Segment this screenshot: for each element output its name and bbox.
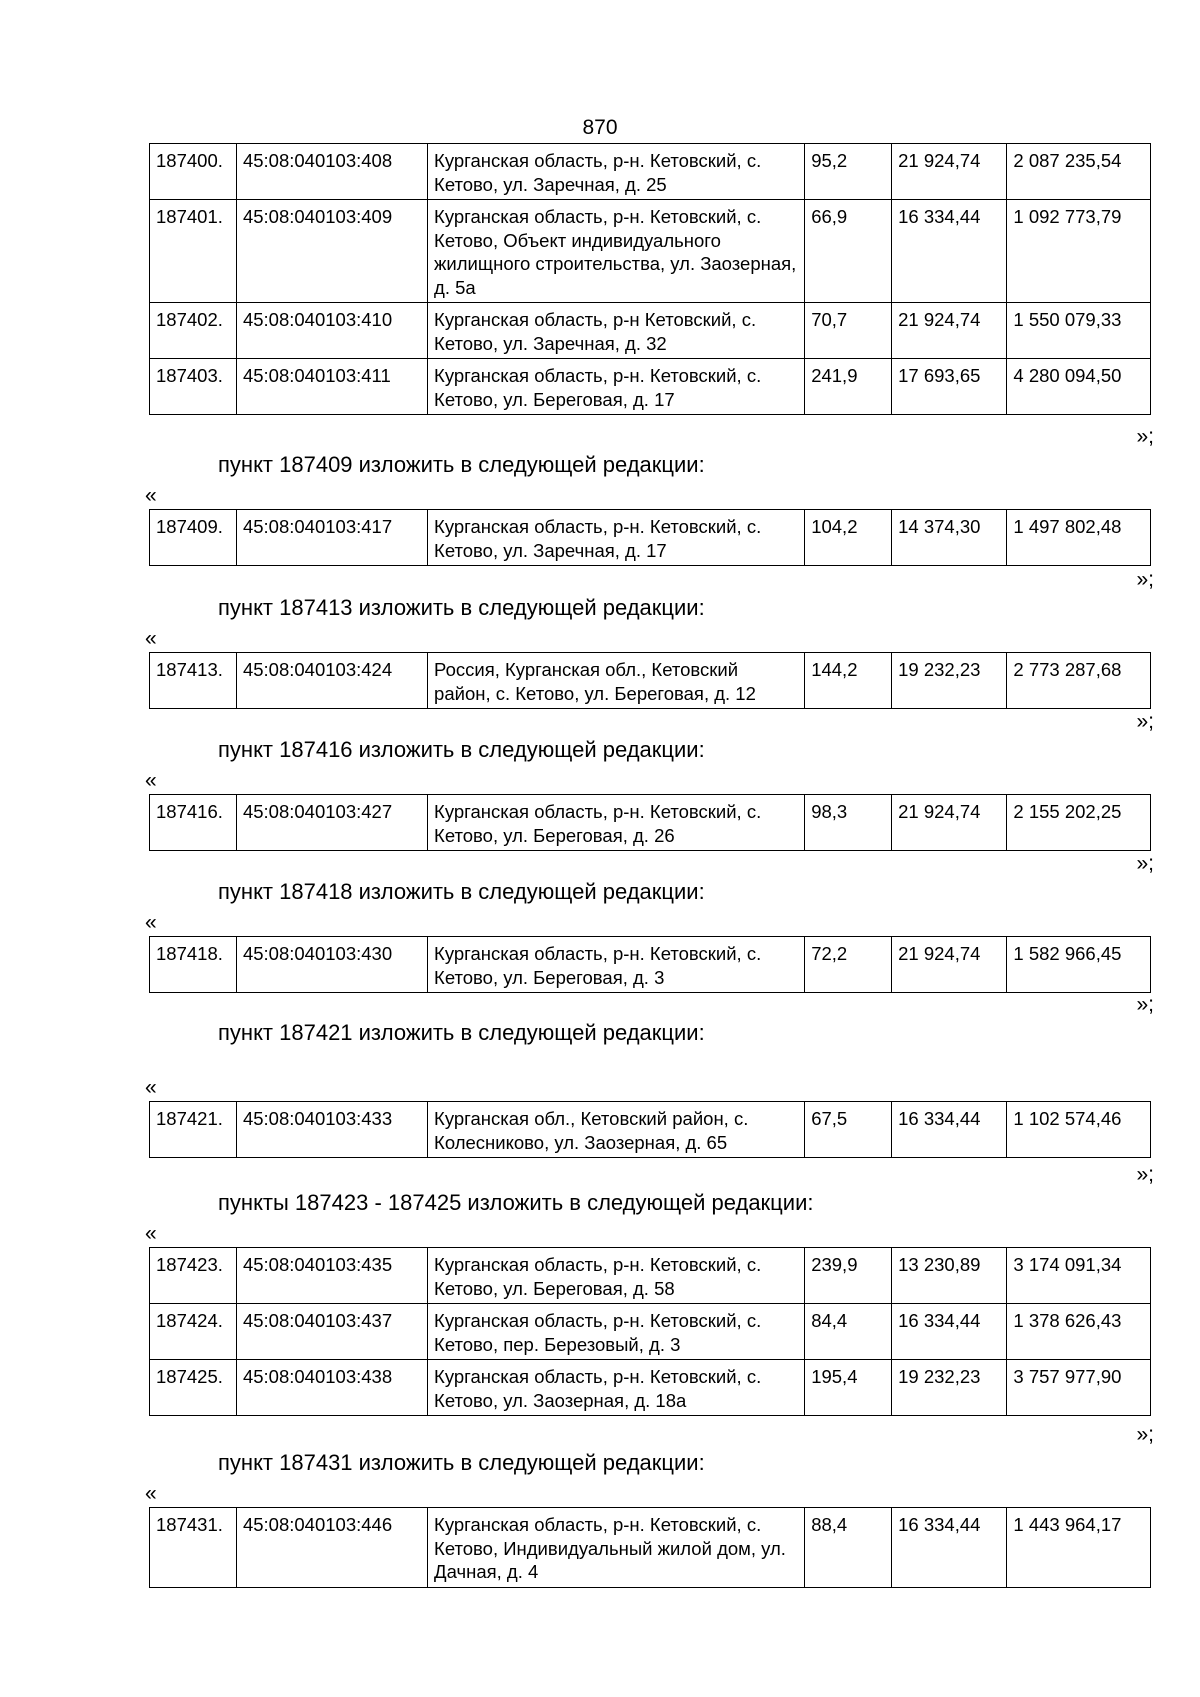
closing-quote: »;: [1136, 852, 1154, 875]
register-table: [149, 1247, 1151, 1416]
rate-cell: 21 924,74: [892, 937, 1007, 993]
address-cell: Курганская область, р-н. Кетовский, с. Кетово, Объект индивидуального жилищного строительства, ул. Заозерная, д. 5а: [428, 200, 805, 303]
opening-quote: «: [145, 1076, 157, 1099]
opening-quote: «: [145, 627, 157, 650]
item-number-cell: 187400.: [150, 144, 237, 200]
register-table: [149, 652, 1151, 709]
cadastral-number-cell: 45:08:040103:424: [236, 653, 427, 709]
address-cell: Курганская область, р-н. Кетовский, с. Кетово, пер. Березовый, д. 3: [428, 1304, 805, 1360]
amendment-instruction: пункт 187409 изложить в следующей редакции:: [218, 452, 705, 477]
rate-cell: 21 924,74: [892, 795, 1007, 851]
area-cell: 144,2: [805, 653, 892, 709]
amendment-instruction: пункт 187431 изложить в следующей редакции:: [218, 1450, 705, 1475]
address-cell: Курганская область, р-н. Кетовский, с. Кетово, ул. Береговая, д. 58: [428, 1248, 805, 1304]
cadastral-number-cell: 45:08:040103:408: [236, 144, 427, 200]
value-cell: 1 443 964,17: [1007, 1508, 1151, 1588]
opening-quote: «: [145, 1482, 157, 1505]
table-row: [150, 1304, 1151, 1360]
address-cell: Курганская область, р-н. Кетовский, с. Кетово, ул. Заозерная, д. 18а: [428, 1360, 805, 1416]
address-cell: Курганская область, р-н. Кетовский, с. Кетово, ул. Заречная, д. 25: [428, 144, 805, 200]
table-row: [150, 937, 1151, 993]
rate-cell: 19 232,23: [892, 1360, 1007, 1416]
table-row: [150, 510, 1151, 566]
rate-cell: 16 334,44: [892, 1102, 1007, 1158]
value-cell: 1 582 966,45: [1007, 937, 1151, 993]
item-number-cell: 187413.: [150, 653, 237, 709]
item-number-cell: 187409.: [150, 510, 237, 566]
address-cell: Курганская область, р-н. Кетовский, с. Кетово, ул. Береговая, д. 17: [428, 359, 805, 415]
rate-cell: 16 334,44: [892, 1508, 1007, 1588]
item-number-cell: 187421.: [150, 1102, 237, 1158]
value-cell: 1 102 574,46: [1007, 1102, 1151, 1158]
address-cell: Курганская область, р-н. Кетовский, с. Кетово, Индивидуальный жилой дом, ул. Дачная, д. 4: [428, 1508, 805, 1588]
amendment-instruction: пункт 187421 изложить в следующей редакции:: [218, 1020, 705, 1045]
value-cell: 1 092 773,79: [1007, 200, 1151, 303]
item-number-cell: 187424.: [150, 1304, 237, 1360]
opening-quote: «: [145, 911, 157, 934]
value-cell: 1 550 079,33: [1007, 303, 1151, 359]
rate-cell: 17 693,65: [892, 359, 1007, 415]
item-number-cell: 187416.: [150, 795, 237, 851]
cadastral-number-cell: 45:08:040103:435: [236, 1248, 427, 1304]
table-row: [150, 795, 1151, 851]
cadastral-number-cell: 45:08:040103:427: [236, 795, 427, 851]
register-table: [149, 143, 1151, 415]
address-cell: Курганская область, р-н. Кетовский, с. Кетово, ул. Береговая, д. 26: [428, 795, 805, 851]
opening-quote: «: [145, 484, 157, 507]
area-cell: 70,7: [805, 303, 892, 359]
cadastral-number-cell: 45:08:040103:437: [236, 1304, 427, 1360]
area-cell: 72,2: [805, 937, 892, 993]
rate-cell: 16 334,44: [892, 1304, 1007, 1360]
value-cell: 2 155 202,25: [1007, 795, 1151, 851]
address-cell: Россия, Курганская обл., Кетовский район, с. Кетово, ул. Береговая, д. 12: [428, 653, 805, 709]
amendment-instruction: пункт 187418 изложить в следующей редакции:: [218, 879, 705, 904]
area-cell: 88,4: [805, 1508, 892, 1588]
item-number-cell: 187403.: [150, 359, 237, 415]
item-number-cell: 187418.: [150, 937, 237, 993]
rate-cell: 13 230,89: [892, 1248, 1007, 1304]
area-cell: 104,2: [805, 510, 892, 566]
value-cell: 1 378 626,43: [1007, 1304, 1151, 1360]
cadastral-number-cell: 45:08:040103:411: [236, 359, 427, 415]
address-cell: Курганская область, р-н. Кетовский, с. Кетово, ул. Заречная, д. 17: [428, 510, 805, 566]
table-row: [150, 653, 1151, 709]
closing-quote: »;: [1136, 425, 1154, 448]
table-row: [150, 144, 1151, 200]
table-row: [150, 359, 1151, 415]
address-cell: Курганская обл., Кетовский район, с. Колесниково, ул. Заозерная, д. 65: [428, 1102, 805, 1158]
closing-quote: »;: [1136, 710, 1154, 733]
area-cell: 66,9: [805, 200, 892, 303]
table-row: [150, 303, 1151, 359]
area-cell: 84,4: [805, 1304, 892, 1360]
cadastral-number-cell: 45:08:040103:409: [236, 200, 427, 303]
register-table: [149, 936, 1151, 993]
value-cell: 3 757 977,90: [1007, 1360, 1151, 1416]
area-cell: 241,9: [805, 359, 892, 415]
rate-cell: 14 374,30: [892, 510, 1007, 566]
table-row: [150, 1360, 1151, 1416]
address-cell: Курганская область, р-н. Кетовский, с. Кетово, ул. Береговая, д. 3: [428, 937, 805, 993]
item-number-cell: 187401.: [150, 200, 237, 303]
area-cell: 195,4: [805, 1360, 892, 1416]
value-cell: 3 174 091,34: [1007, 1248, 1151, 1304]
rate-cell: 21 924,74: [892, 303, 1007, 359]
closing-quote: »;: [1136, 993, 1154, 1016]
item-number-cell: 187423.: [150, 1248, 237, 1304]
rate-cell: 21 924,74: [892, 144, 1007, 200]
address-cell: Курганская область, р-н Кетовский, с. Кетово, ул. Заречная, д. 32: [428, 303, 805, 359]
cadastral-number-cell: 45:08:040103:417: [236, 510, 427, 566]
table-row: [150, 1248, 1151, 1304]
page-number: 870: [582, 116, 618, 139]
amendment-instruction: пункт 187413 изложить в следующей редакции:: [218, 595, 705, 620]
area-cell: 67,5: [805, 1102, 892, 1158]
cadastral-number-cell: 45:08:040103:410: [236, 303, 427, 359]
item-number-cell: 187425.: [150, 1360, 237, 1416]
register-table: [149, 509, 1151, 566]
value-cell: 2 773 287,68: [1007, 653, 1151, 709]
amendment-instruction: пункты 187423 - 187425 изложить в следующей редакции:: [218, 1190, 814, 1215]
opening-quote: «: [145, 769, 157, 792]
cadastral-number-cell: 45:08:040103:446: [236, 1508, 427, 1588]
table-row: [150, 1102, 1151, 1158]
amendment-instruction: пункт 187416 изложить в следующей редакции:: [218, 737, 705, 762]
area-cell: 98,3: [805, 795, 892, 851]
register-table: [149, 1507, 1151, 1588]
area-cell: 95,2: [805, 144, 892, 200]
rate-cell: 19 232,23: [892, 653, 1007, 709]
item-number-cell: 187431.: [150, 1508, 237, 1588]
table-row: [150, 1508, 1151, 1588]
cadastral-number-cell: 45:08:040103:438: [236, 1360, 427, 1416]
cadastral-number-cell: 45:08:040103:433: [236, 1102, 427, 1158]
register-table: [149, 794, 1151, 851]
value-cell: 4 280 094,50: [1007, 359, 1151, 415]
value-cell: 2 087 235,54: [1007, 144, 1151, 200]
closing-quote: »;: [1136, 568, 1154, 591]
value-cell: 1 497 802,48: [1007, 510, 1151, 566]
register-table: [149, 1101, 1151, 1158]
area-cell: 239,9: [805, 1248, 892, 1304]
table-row: [150, 200, 1151, 303]
cadastral-number-cell: 45:08:040103:430: [236, 937, 427, 993]
closing-quote: »;: [1136, 1423, 1154, 1446]
opening-quote: «: [145, 1222, 157, 1245]
item-number-cell: 187402.: [150, 303, 237, 359]
rate-cell: 16 334,44: [892, 200, 1007, 303]
closing-quote: »;: [1136, 1163, 1154, 1186]
